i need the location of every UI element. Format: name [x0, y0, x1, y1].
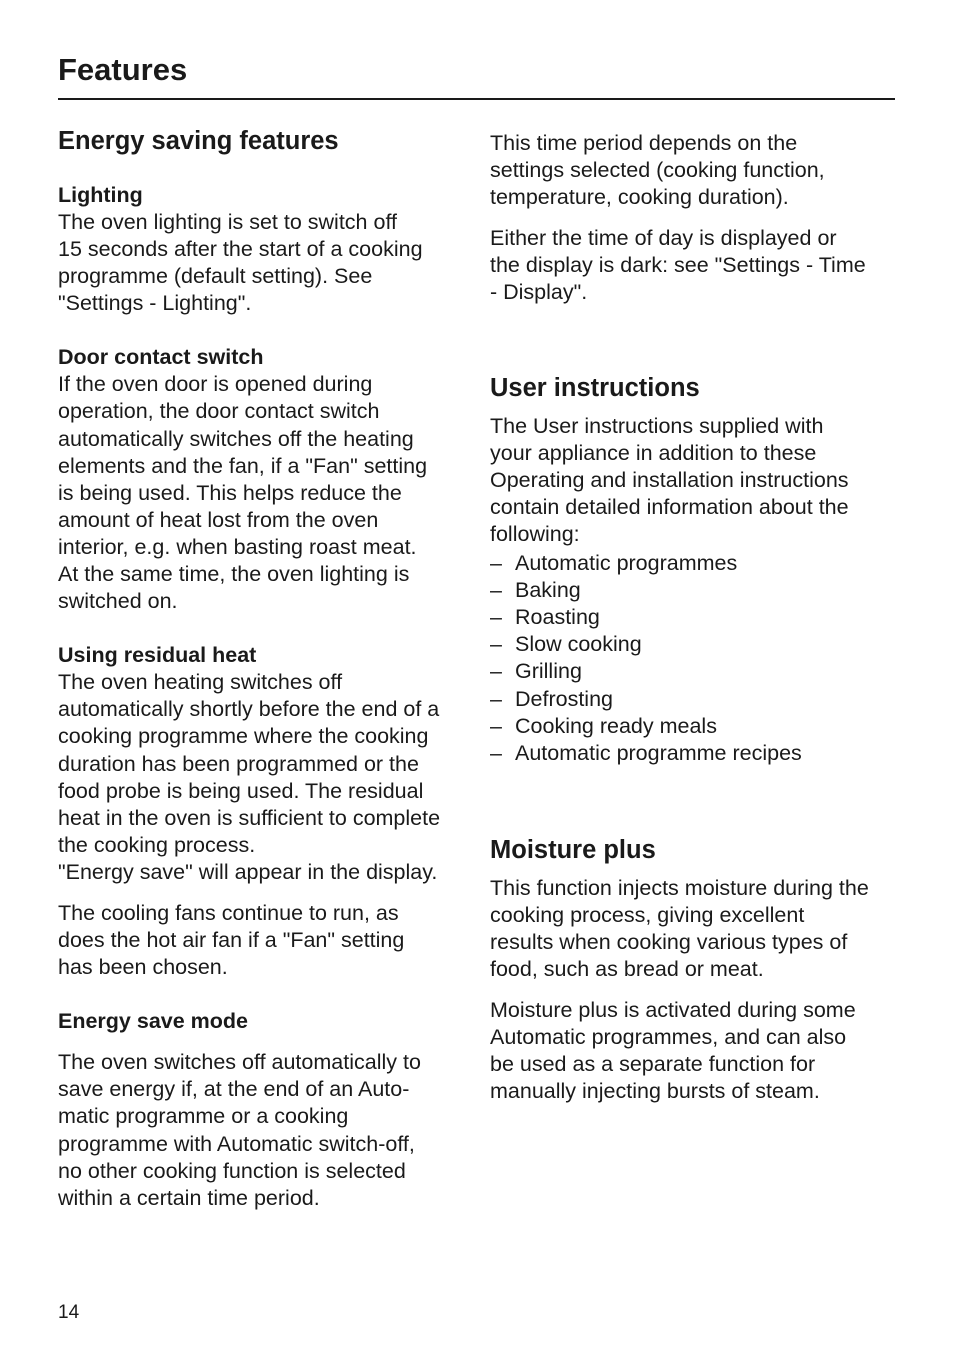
text-line: temperature, cooking duration).: [490, 185, 789, 210]
text-line: The User instructions supplied with: [490, 413, 824, 438]
text-line: save energy if, at the end of an Auto-: [58, 1077, 410, 1102]
user-instructions-section: [490, 371, 900, 767]
text-line: contain detailed information about the: [490, 494, 849, 519]
page-number: 14: [58, 1302, 80, 1323]
residual-heat-section: [58, 642, 463, 981]
text-line: automatically shortly before the end of a: [58, 697, 440, 722]
text-line: operation, the door contact switch: [58, 399, 380, 424]
text-line: manually injecting bursts of steam.: [490, 1079, 820, 1104]
text-line: matic programme or a cooking: [58, 1104, 349, 1129]
list-item: – Grilling: [490, 658, 900, 685]
text-line: 15 seconds after the start of a cooking: [58, 237, 423, 262]
moisture-plus-text-2: [490, 997, 900, 1105]
text-line: be used as a separate function for: [490, 1052, 816, 1077]
text-line: food, such as bread or meat.: [490, 957, 764, 982]
text-line: following:: [490, 521, 580, 546]
text-line: At the same time, the oven lighting is: [58, 562, 410, 587]
text-line: Either the time of day is displayed or: [490, 226, 837, 251]
energy-save-mode-section: [58, 1008, 463, 1212]
text-line: Operating and installation instructions: [490, 467, 849, 492]
list-item: – Defrosting: [490, 686, 900, 713]
text-line: food probe is being used. The residual: [58, 778, 424, 803]
text-line: - Display".: [490, 280, 588, 305]
text-line: cooking process, giving excellent: [490, 902, 805, 927]
text-line: cooking programme where the cooking: [58, 724, 429, 749]
text-line: The oven switches off automatically to: [58, 1050, 421, 1075]
text-line: If the oven door is opened during: [58, 372, 373, 397]
text-line: heat in the oven is sufficient to complete: [58, 805, 441, 830]
list-item: – Cooking ready meals: [490, 713, 900, 740]
user-instructions-list: [490, 550, 900, 767]
text-line: interior, e.g. when basting roast meat.: [58, 534, 417, 559]
energy-save-mode-continued: [490, 130, 900, 211]
text-line: has been chosen.: [58, 955, 228, 980]
text-line: The oven heating switches off: [58, 670, 343, 695]
list-item: – Automatic programmes: [490, 550, 900, 577]
moisture-plus-text: [490, 875, 900, 983]
user-instructions-heading: User instructions: [490, 373, 700, 402]
text-line: duration has been programmed or the: [58, 751, 419, 776]
text-line: elements and the fan, if a "Fan" setting: [58, 453, 428, 478]
text-line: amount of heat lost from the oven: [58, 507, 379, 532]
text-line: The cooling fans continue to run, as: [58, 900, 399, 925]
energy-saving-heading: Energy saving features: [58, 127, 339, 155]
door-contact-text: [58, 371, 463, 615]
right-column: [490, 130, 900, 1106]
residual-heat-text: [58, 669, 463, 886]
lighting-section: [58, 182, 463, 317]
list-item: – Roasting: [490, 604, 900, 631]
door-contact-section: [58, 344, 463, 615]
moisture-plus-heading: Moisture plus: [490, 835, 656, 864]
text-line: Moisture plus is activated during some: [490, 998, 856, 1023]
list-item: – Slow cooking: [490, 631, 900, 658]
lighting-heading: Lighting: [58, 183, 143, 207]
text-line: This time period depends on the: [490, 131, 798, 155]
energy-save-mode-continued-2: [490, 225, 900, 306]
text-line: This function injects moisture during the: [490, 875, 869, 900]
text-line: programme with Automatic switch-off,: [58, 1131, 415, 1156]
text-line: settings selected (cooking function,: [490, 158, 825, 183]
energy-save-mode-heading: Energy save mode: [58, 1009, 249, 1034]
left-column: [58, 124, 463, 1212]
list-item: – Baking: [490, 577, 900, 604]
text-line: your appliance in addition to these: [490, 440, 817, 465]
door-contact-heading: Door contact switch: [58, 345, 264, 370]
residual-heat-heading: Using residual heat: [58, 643, 257, 668]
moisture-plus-section: [490, 833, 900, 1106]
text-line: programme (default setting). See: [58, 264, 373, 289]
text-line: within a certain time period.: [58, 1185, 320, 1210]
text-line: is being used. This helps reduce the: [58, 480, 402, 505]
text-line: the cooking process.: [58, 832, 256, 857]
title-divider: [58, 98, 895, 100]
user-instructions-text: [490, 413, 900, 548]
text-line: does the hot air fan if a "Fan" setting: [58, 928, 405, 953]
text-line: switched on.: [58, 589, 178, 614]
lighting-text: [58, 209, 463, 317]
residual-heat-text-2: [58, 900, 463, 981]
list-item: – Automatic programme recipes: [490, 740, 900, 767]
text-line: Automatic programmes, and can also: [490, 1025, 847, 1050]
text-line: "Settings - Lighting".: [58, 291, 252, 316]
text-line: "Energy save" will appear in the display.: [58, 859, 438, 884]
text-line: no other cooking function is selected: [58, 1158, 406, 1183]
energy-save-mode-text: [58, 1049, 463, 1212]
text-line: automatically switches off the heating: [58, 426, 414, 451]
text-line: results when cooking various types of: [490, 929, 848, 954]
page-title: Features: [58, 52, 188, 87]
text-line: The oven lighting is set to switch off: [58, 210, 398, 234]
text-line: the display is dark: see "Settings - Time: [490, 253, 866, 278]
